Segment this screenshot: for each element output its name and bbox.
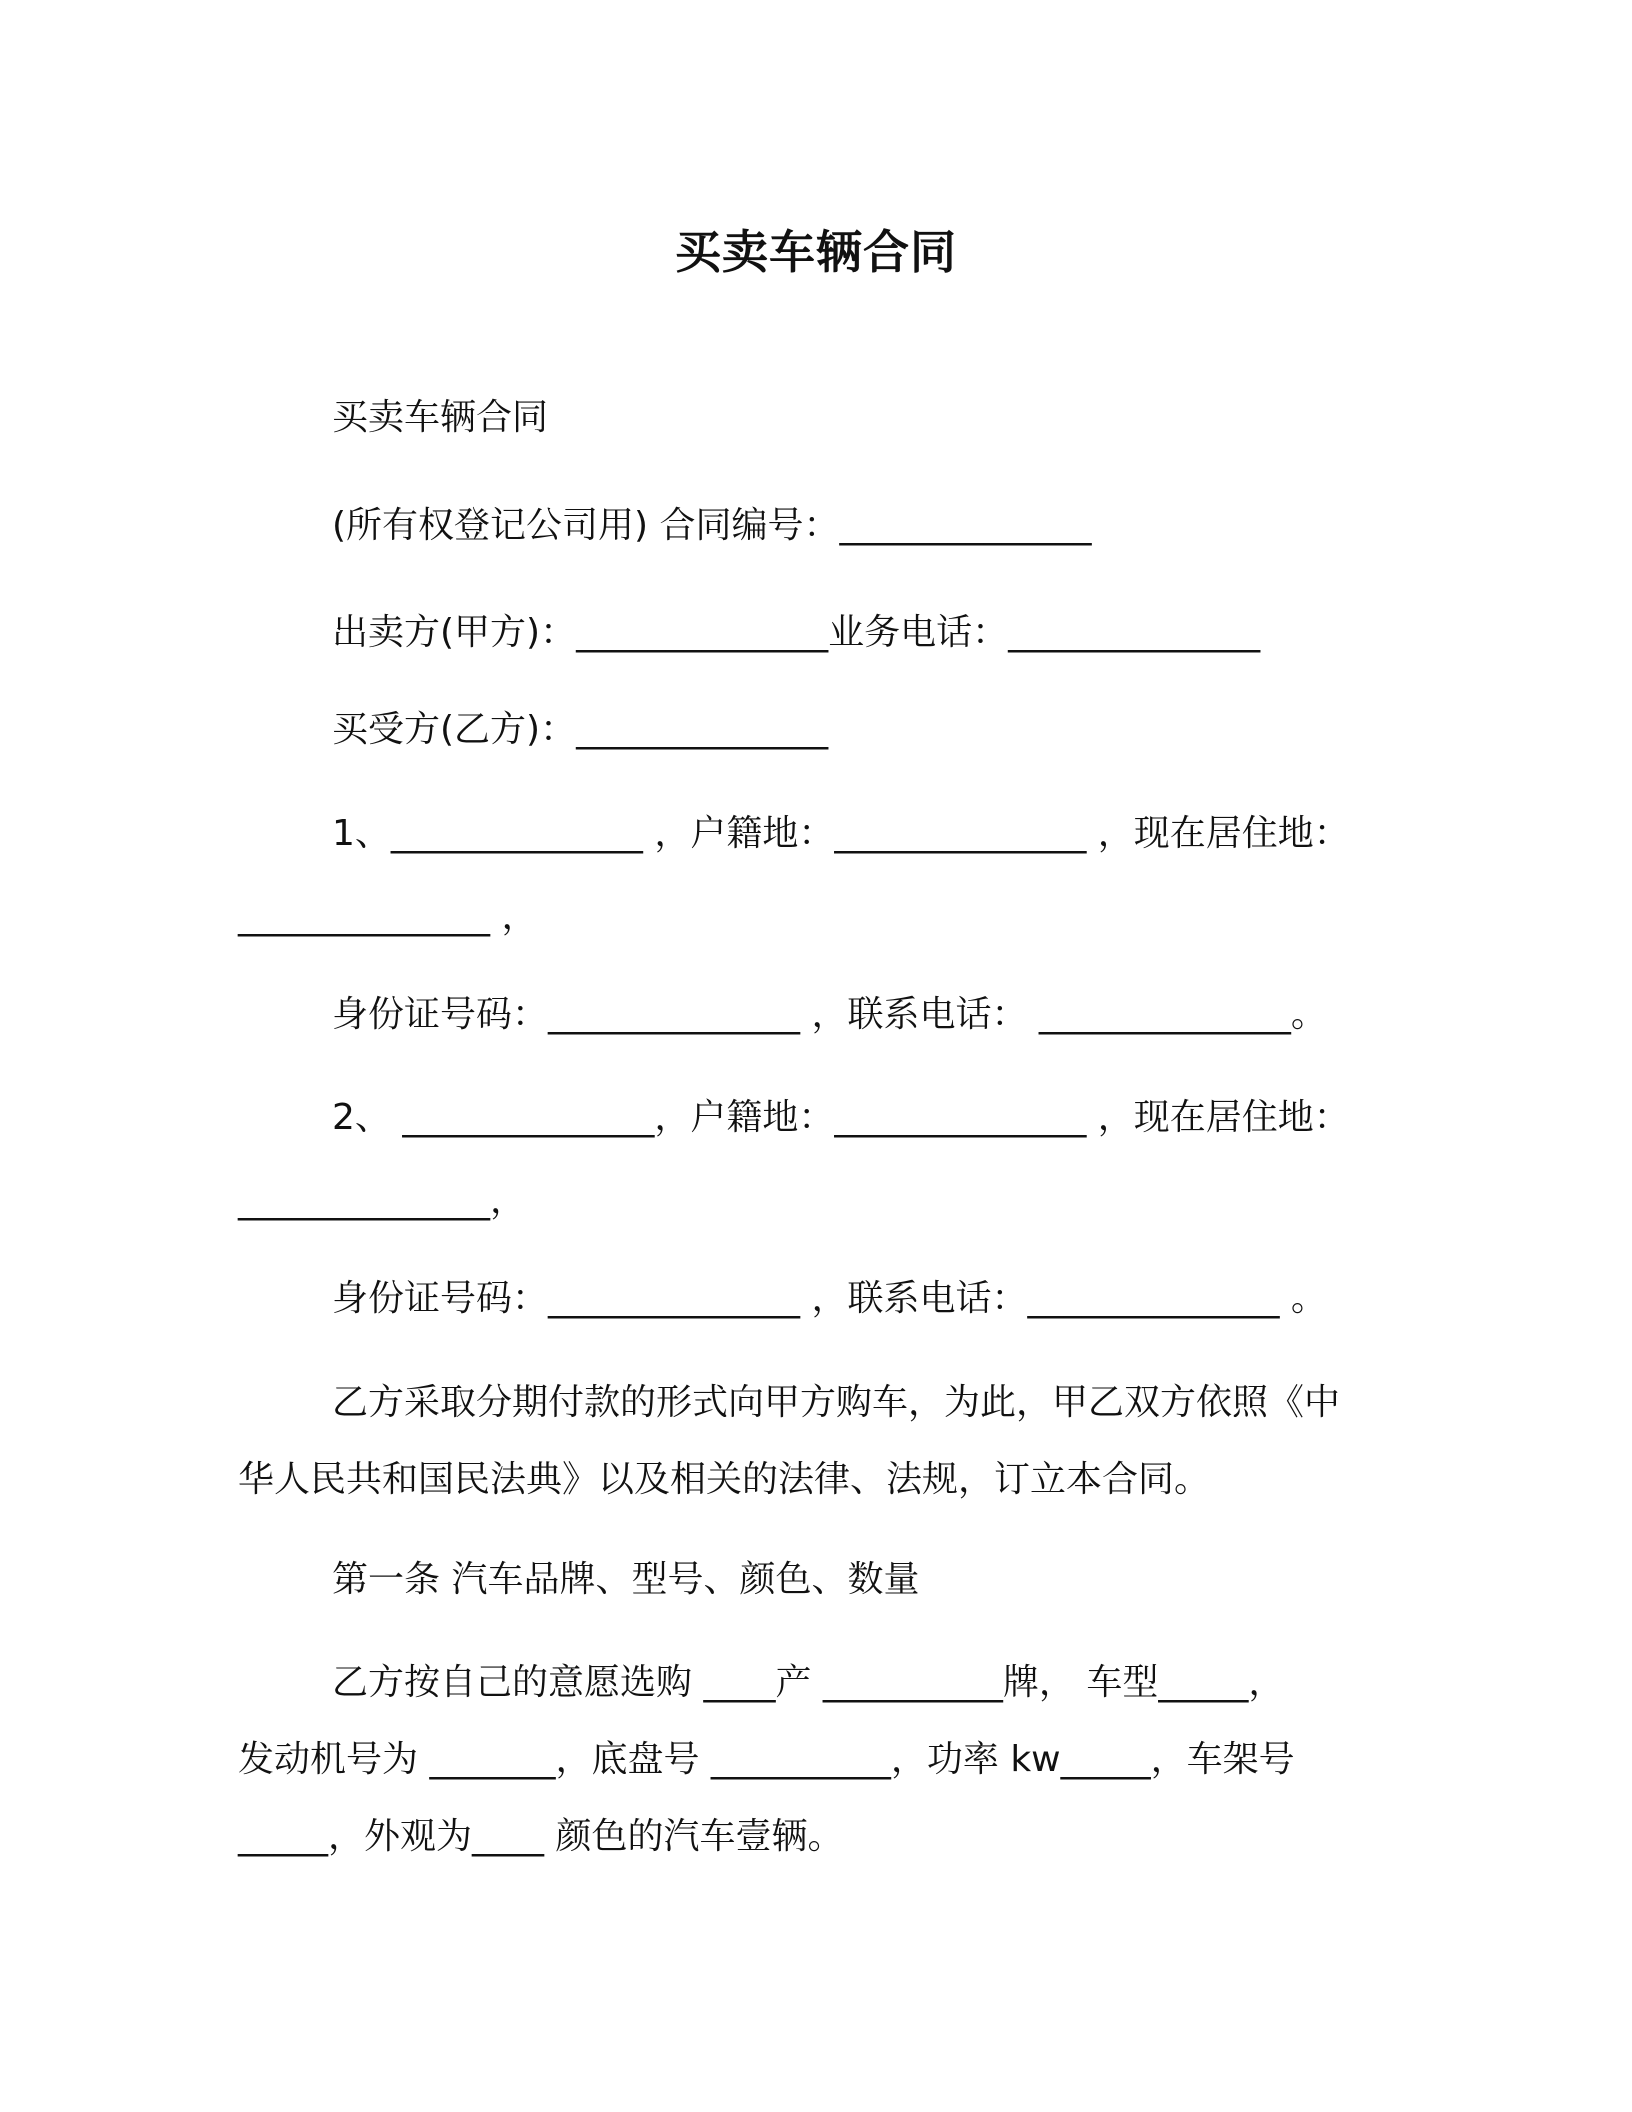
party-2-line: 2、 ______________，户籍地：______________ ，现在居住地：	[332, 1097, 1350, 1138]
party-2-id-line: 身份证号码：______________ ，联系电话：______________ 。	[332, 1278, 1327, 1319]
document-title: 买卖车辆合同	[675, 225, 957, 279]
party-1-residence-line: ______________ ，	[238, 896, 538, 937]
party-2-residence-line: ______________，	[238, 1180, 526, 1221]
party-1-line: 1、______________ ，户籍地：______________ ，现在居住地：	[332, 813, 1350, 854]
article-1-heading: 第一条 汽车品牌、型号、颜色、数量	[332, 1559, 920, 1600]
intro-paragraph-line-2: 华人民共和国民法典》以及相关的法律、法规，订立本合同。	[238, 1459, 1211, 1500]
article-1-line-2: 发动机号为 _______，底盘号 __________，功率 kw_____，车架号	[238, 1739, 1295, 1780]
article-1-line-1: 乙方按自己的意愿选购 ____产 __________牌， 车型_____，	[332, 1662, 1285, 1703]
seller-line: 出卖方(甲方)：______________业务电话：______________	[332, 612, 1261, 653]
article-1-line-3: _____，外观为____ 颜色的汽车壹辆。	[238, 1816, 844, 1857]
contract-number-line: (所有权登记公司用) 合同编号：______________	[332, 505, 1092, 546]
party-1-id-line: 身份证号码：______________ ，联系电话： ______________。	[332, 994, 1327, 1035]
subtitle-line: 买卖车辆合同	[332, 397, 549, 438]
intro-paragraph-line-1: 乙方采取分期付款的形式向甲方购车，为此，甲乙双方依照《中	[332, 1382, 1341, 1423]
buyer-line: 买受方(乙方)：______________	[332, 709, 829, 750]
